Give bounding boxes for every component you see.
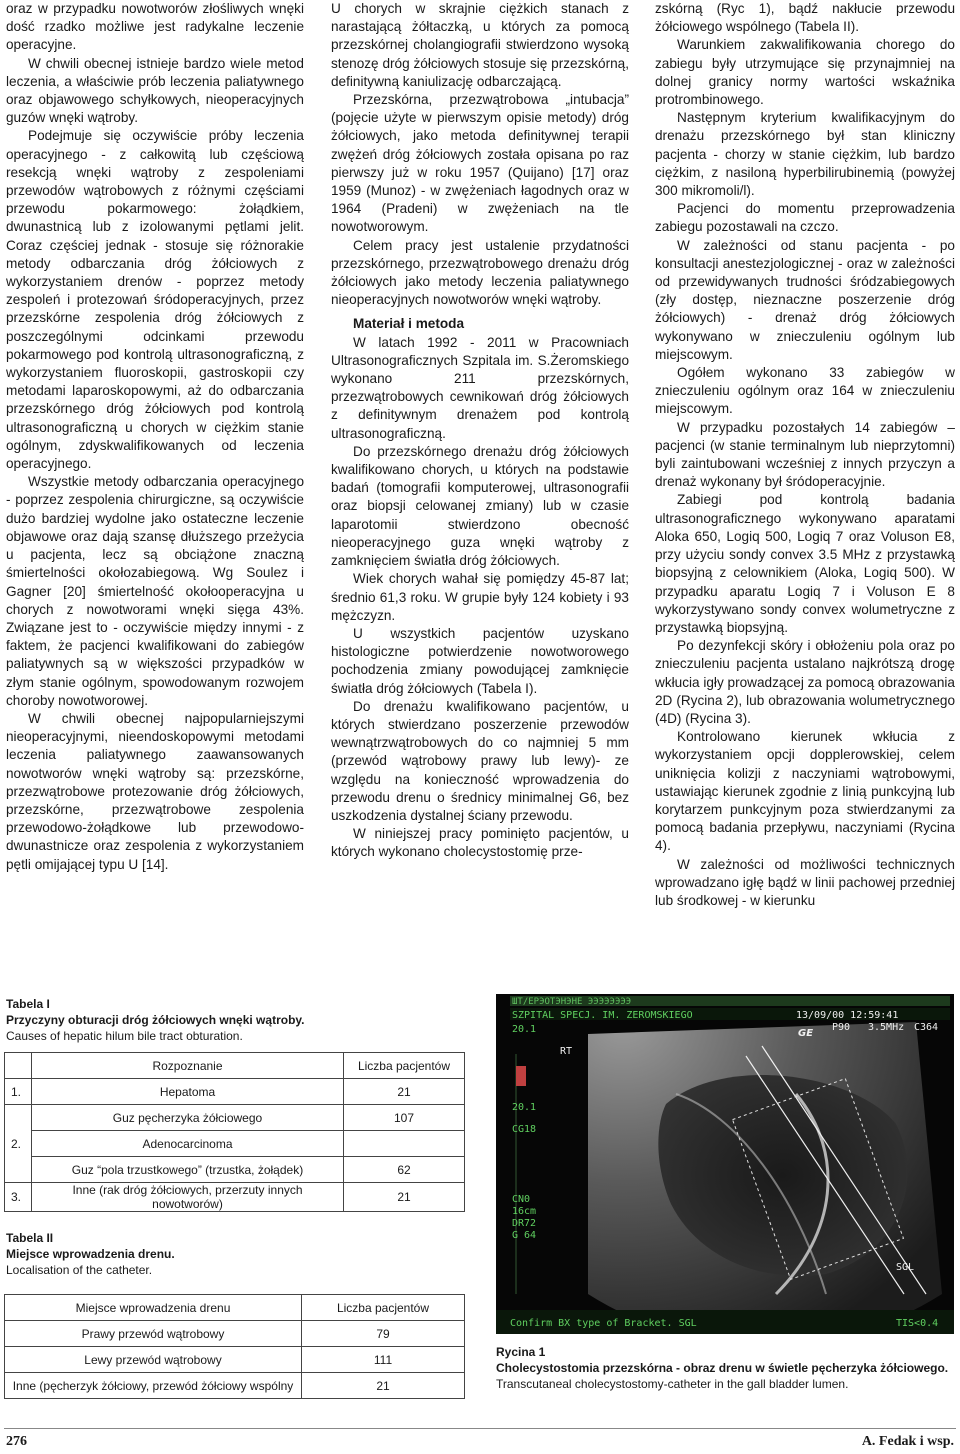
- overlay-value: 20.1: [512, 1102, 537, 1113]
- overlay-logo: GE: [798, 1028, 814, 1039]
- figure-title-en: Transcutaneal cholecystostomy-catheter in the gall bladder lumen.: [496, 1377, 849, 1391]
- text-column-1: [6, 0, 304, 874]
- paragraph: W chwili obecnej istnieje bardzo wiele metod leczenia, a właściwie prób leczenia paliatywnego oraz objawowego schyłkowych, nieoperacyjnych guzów wnęki wątroby.: [6, 55, 304, 126]
- table-cell: 79: [302, 1321, 465, 1347]
- running-authors: A. Fedak i wsp.: [861, 1434, 954, 1449]
- paragraph: Do przezskórnego drenażu dróg żółciowych kwalifikowano chorych, u których na podstawie badań (tomografii komputerowej, ultrasonografii oraz biopsji celowanej zmiany) lub w czasie laparotomii stwierdzono obecność nieoperacyjnego guza wnęki wątroby z zamknięciem światła dróg żółciowych.: [331, 443, 629, 569]
- overlay-value: CG18: [512, 1124, 537, 1135]
- table-cell: 3.: [5, 1183, 32, 1212]
- table-2-number: Tabela II: [6, 1231, 54, 1245]
- overlay-value: 20.1: [512, 1024, 537, 1035]
- table-header-row: [5, 1295, 465, 1321]
- table-cell: 21: [344, 1183, 465, 1212]
- table-cell: Adenocarcinoma: [32, 1131, 344, 1157]
- table-cell: Guz “pola trzustkowego” (trzustka, żołądek): [32, 1157, 344, 1183]
- paragraph: W zależności od możliwości technicznych wprowadzano igłę bądź w linii pachowej przedniej lub środkowej - w kierunku: [655, 856, 955, 908]
- page-number: 276: [6, 1434, 27, 1449]
- section-heading: Materiał i metoda: [353, 316, 465, 332]
- table-header-cell: Miejsce wprowadzenia drenu: [5, 1295, 302, 1321]
- table-cell: Inne (pęcherzyk żółciowy, przewód żółciowy wspólny: [5, 1373, 302, 1399]
- table-cell: 21: [344, 1079, 465, 1105]
- paragraph: Przezskórna, przezwątrobowa „intubacja” (pojęcie użyte w pierwszym opisie metody) dróg żółciowych, jako metoda definitywnej terapii zwężeń dróg żółciowych została opisana po raz pierwszy już w roku 1957 (Quijano) [17] oraz 1959 (Munoz) - w zwężeniach łagodnych oraz w 1964 (Pradeni) w zwężeniach na tle nowotworowym.: [331, 92, 629, 235]
- paragraph: Ogółem wykonano 33 zabiegów w znieczuleniu ogólnym oraz 164 w znieczuleniu miejscowym.: [655, 365, 955, 417]
- table-cell: 1.: [5, 1079, 32, 1105]
- table-1-caption: [6, 996, 305, 1044]
- table-2-title: Miejsce wprowadzenia drenu.: [6, 1247, 175, 1261]
- table-cell: [344, 1131, 465, 1157]
- paragraph: W chwili obecnej najpopularniejszymi nieoperacyjnymi, nieendoskopowymi metodami leczenia paliatywnego zaawansowanych nowotworów wnęki wątroby są: przezskórne, przezwątrobowe protezowanie dróg żółciowych, przezskórne, przezwątrobowe zespolenia przewodowo-żołądkowe lub przewodowo-dwunastnicze oraz zespolenia z wykorzystaniem pętli omijającej typu U [14].: [6, 710, 304, 872]
- paragraph: Warunkiem zakwalifikowania chorego do zabiegu były utrzymujące się przynajmniej na dolnej granicy normy wartości wskaźnika protrombinowego.: [655, 37, 955, 108]
- paragraph: Następnym kryterium kwalifikacyjnym do drenażu przezskórnego był stan kliniczny pacjenta - chorzy w stanie ciężkim, lub bardzo ciężkim, z nasiloną hyperbilirubinemią (powyżej 300 mikromoli/l).: [655, 110, 955, 199]
- table-header-cell: Liczba pacjentów: [302, 1295, 465, 1321]
- paragraph: Wszystkie metody odbarczania operacyjnego - poprzez zespolenia chirurgiczne, są oczywiście dużo bardziej wydolne jako ostateczne leczenie objawowe oraz dają szansę dłuższego przeżycia u pacjenta, lecz są obciążone znaczną śmiertelności okołozabiegową. Wg Soulez i Gagner [20] śmiertelność okołooperacyjna u chorych z nowotworami wnęki sięga 43%. Związane jest to - oczywiście między innymi - z faktem, że pacjenci kwalifikowani do zabiegów paliatywnych są w większości przypadków w złym stanie ogólnym, spowodowanym rozwojem choroby nowotworowej.: [6, 474, 304, 708]
- table-cell: 107: [344, 1105, 465, 1131]
- overlay-probe: P90: [832, 1022, 851, 1033]
- paragraph: Wiek chorych wahał się pomiędzy 45-87 lat; średnio 61,3 roku. W grupie były 124 kobiety i 93 mężczyzn.: [331, 571, 629, 623]
- footer-rule: [4, 1428, 956, 1429]
- table-row: [5, 1347, 465, 1373]
- figure-title: Cholecystostomia przezskórna - obraz drenu w świetle pęcherzyka żółciowego.: [496, 1361, 949, 1375]
- table-row: [5, 1131, 465, 1157]
- overlay-status: Confirm BX type of Bracket. SGL: [510, 1318, 697, 1329]
- text-column-3: [655, 0, 955, 910]
- paragraph: zskórną (Ryc 1), bądź nakłucie przewodu żółciowego wspólnego (Tabela II).: [655, 1, 955, 35]
- overlay-orientation: RT: [560, 1046, 573, 1057]
- table-cell: 21: [302, 1373, 465, 1399]
- svg-text:ШТ/ЕРЭОТЭНЭНЕ ЭЭЭЭЭЭЭЭ: ШТ/ЕРЭОТЭНЭНЕ ЭЭЭЭЭЭЭЭ: [512, 997, 632, 1007]
- paragraph: oraz w przypadku nowotworów złośliwych wnęki dość rzadko możliwe jest radykalne leczenie operacyjne.: [6, 1, 304, 53]
- table-header-cell: Liczba pacjentów: [344, 1053, 465, 1079]
- table-2-caption: [6, 1230, 175, 1278]
- table-2: [4, 1294, 465, 1399]
- table-cell: 2.: [5, 1105, 32, 1183]
- table-cell: 62: [344, 1157, 465, 1183]
- overlay-value: DR72: [512, 1218, 537, 1229]
- figure-caption: [496, 1344, 956, 1392]
- paragraph: U wszystkich pacjentów uzyskano histologiczne potwierdzenie nowotworowego pochodzenia zmiany powodującej zamknięcie światła dróg żółciowych (Tabela I).: [331, 625, 629, 696]
- paragraph: Po dezynfekcji skóry i obłożeniu pola oraz po znieczuleniu pacjenta ustalano najkrótszą drogę wkłucia igły prowadzącej za pomocą obrazowania 2D (Rycina 2), lub obrazowania wolumetrycznego (4D) (Rycina 3).: [655, 638, 955, 726]
- overlay-value: CN0: [512, 1194, 531, 1205]
- overlay-hospital: SZPITAL SPECJ. IM. ZEROMSKIEGO: [512, 1010, 693, 1021]
- paragraph: W przypadku pozostałych 14 zabiegów – pacjenci (w stanie terminalnym lub nieprzytomni) byli zaintubowani wcześniej z innych przyczyn a drenaż wykonany był śródoperacyjnie.: [655, 419, 955, 490]
- table-header-cell: Rozpoznanie: [32, 1053, 344, 1079]
- table-cell: 111: [302, 1347, 465, 1373]
- paragraph: Kontrolowano kierunek wkłucia z wykorzystaniem opcji dopplerowskiej, celem uniknięcia kolizji z naczyniami wątrobowymi, ustawiając kierunek zgodnie z linią punkcyjną lub korytarzem punkcyjnym poza stwierdzanymi za pomocą badania przepływu, naczyniami (Rycina 4).: [655, 729, 955, 854]
- paragraph: Podejmuje się oczywiście próby leczenia operacyjnego - z całkowitą lub częściową resekcją wnęki wątroby z zespoleniami przewodów wątrobowych z różnymi częściami przewodu pokarmowego: żołądkiem, dwunastnicą lub z izolowanymi pętlami jelit. Coraz częściej jednak - stosuje się różnorakie metody odbarczania dróg żółciowych z wykorzystaniem drenów - poprzez metody zespoleń i protezowań śródoperacyjnych, przez przezskórne zespolenia dróg żółciowych z poszczególnymi odcinkami przewodu pokarmowego pod kontrolą ultrasonograficzną, z wykorzystaniem fluoroskopii, gastroskopii czy metodami laparoskopowymi, aż do odbarczania przezskórnego dróg żółciowych pod kontrolą ultrasonograficzną u chorych w ciężkim stanie ogólnym, zdyskwalifikowanych od leczenia operacyjnego.: [6, 128, 304, 472]
- ultrasound-figure: [496, 994, 954, 1334]
- ultrasound-image: [496, 994, 954, 1334]
- table-row: [5, 1079, 465, 1105]
- paragraph: W niniejszej pracy pominięto pacjentów, u których wykonano cholecystostomię prze-: [331, 826, 629, 860]
- paragraph: Pacjenci do momentu przeprowadzenia zabiegu pozostawali na czczo.: [655, 201, 955, 235]
- paragraph: W zależności od stanu pacjenta - po konsultacji anestezjologicznej - oraz w zależności od przewidywanych trudności śródzabiegowych (zły dostęp, nieznaczne poszerzenie dróg żółciowych) - drenaż dróg żółciowych wykonywano w znieczuleniu ogólnym lub miejscowym.: [655, 237, 955, 362]
- table-cell: Lewy przewód wątrobowy: [5, 1347, 302, 1373]
- table-row: [5, 1105, 465, 1131]
- overlay-value: 16cm: [512, 1206, 537, 1217]
- table-cell: [5, 1053, 32, 1079]
- table-row: [5, 1321, 465, 1347]
- table-header-row: [5, 1053, 465, 1079]
- overlay-tis: TIS<0.4: [896, 1318, 939, 1329]
- overlay-frequency: 3.5MHz: [868, 1022, 905, 1033]
- paragraph: Zabiegi pod kontrolą badania ultrasonograficznego wykonywano aparatami Aloka 650, Logiq 500, Logiq 7 oraz Voluson E8, przy użyciu sondy convex 3.5 MHz z przystawką biopsyjną z celownikiem (Aloka, Logiq 500). W przypadku aparatu Logiq 7 i Voluson E 8 wykorzystywano sondy convex wolumetryczne z przystawką biopsyjną.: [655, 492, 955, 635]
- table-2-title-en: Localisation of the catheter.: [6, 1263, 153, 1277]
- paragraph: W latach 1992 - 2011 w Pracowniach Ultrasonograficznych Szpitala im. S.Żeromskiego wykonano 211 przezskórnych, przezwątrobowych cewnikowań dróg żółciowych z definitywnym drenażem pod kontrolą ultrasonograficzną.: [331, 334, 629, 441]
- paragraph: Celem pracy jest ustalenie przydatności przezskórnego, przezwątrobowego drenażu dróg żółciowych jako metody leczenia paliatywnego nieoperacyjnych nowotworów wnęki wątroby.: [331, 237, 629, 308]
- text-column-2: [331, 0, 629, 862]
- figure-number: Rycina 1: [496, 1345, 546, 1359]
- table-1: [4, 1052, 465, 1212]
- table-row: [5, 1373, 465, 1399]
- paragraph: U chorych w skrajnie ciężkich stanach z narastającą żółtaczką, u których za pomocą przezskórnej cholangiografii stwierdzono wysoką stenozę dróg żółciowych stosuje się przezskórną, definitywną kaniulizację odbarczającą.: [331, 1, 629, 89]
- table-cell: Guz pęcherzyka żółciowego: [32, 1105, 344, 1131]
- table-1-number: Tabela I: [6, 997, 50, 1011]
- table-row: [5, 1157, 465, 1183]
- paragraph: Do drenażu kwalifikowano pacjentów, u których stwierdzano poszerzenie przewodów wewnątrzwątrobowych do co najmniej 5 mm (przewód wątrobowy prawy lub lewy)- ze względu na konieczność wprowadzenia do przewodu drenu o średnicy minimalnej G6, bez uszkodzenia dystalnej ściany przewodu.: [331, 698, 629, 823]
- table-1-title: Przyczyny obturacji dróg żółciowych wnęki wątroby.: [6, 1013, 305, 1027]
- table-cell: Inne (rak dróg żółciowych, przerzuty innych nowotworów): [32, 1183, 344, 1212]
- overlay-date: 13/09/00 12:59:41: [796, 1010, 899, 1021]
- table-row: [5, 1183, 465, 1212]
- overlay-code: C364: [914, 1022, 939, 1033]
- table-1-title-en: Causes of hepatic hilum bile tract obturation.: [6, 1029, 243, 1043]
- table-cell: Prawy przewód wątrobowy: [5, 1321, 302, 1347]
- overlay-mode: SGL: [896, 1262, 915, 1273]
- table-cell: Hepatoma: [32, 1079, 344, 1105]
- overlay-value: G 64: [512, 1230, 537, 1241]
